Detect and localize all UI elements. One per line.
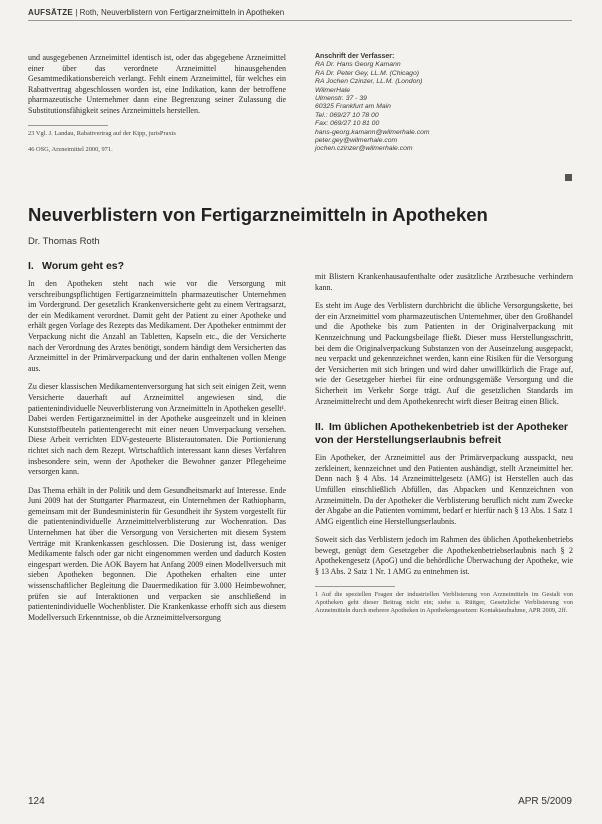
running-head <box>28 8 572 21</box>
section-2-number: II. <box>315 421 324 434</box>
section-1-number: I. <box>28 260 34 272</box>
end-of-article-mark <box>565 174 572 181</box>
section-1-heading <box>28 260 286 273</box>
top-left-block <box>28 53 286 162</box>
right-column <box>315 272 573 623</box>
body-paragraph: In den Apotheken steht nach wie vor die Versorgung mit verschreibungspflichtigen Fertigarzneimitteln pharmazeutischer Unternehmen im Vordergrund. Der gesetzlich Krankenversicherte geht zu einem Vertragsarzt, der ein Medikament verordnet. Damit geht der Patient zu einer Apotheke und erhält gegen Vorlage des Rezepts das Medikament. Der Apotheker entnimmt der Verpackung nicht die Anzahl an Tabletten, Kapseln etc., die der Versicherte nach der Verordnung des Arztes benötigt, sondern händigt dem Versicherten das Arzneimittel in der Primärverpackung und der darin enthaltenen vollen Menge aus. <box>28 279 286 373</box>
author-address <box>315 53 565 154</box>
body-paragraph: mit Blistern Krankenhausaufenthalte oder zusätzliche Arztbesuche verhindern kann. <box>315 272 573 292</box>
page-number: 124 <box>28 796 45 807</box>
top-left-paragraph: und ausgegebenen Arzneimittel identisch ist, oder das abgegebene Arzneimittel einer über das verordnete Arzneimittel hinausgehenden Gesamtmedikationsbereich verlangt. Fehlt einem Arzneimittel, für welches ein Rabattvertrag abgeschlossen worden ist, eine Indikation, kann der betroffene pharmazeutische Unternehmer dann eine Begrenzung seiner Zulassung die Substitutionsfähigkeit seines Arzneimittels herstellen. <box>28 53 286 115</box>
address-line: Ulmenstr. 37 - 39 <box>315 95 367 103</box>
address-line: 60325 Frankfurt am Main <box>315 103 391 111</box>
section-1-title: Worum geht es? <box>42 260 125 272</box>
footnote-24: 46 OSG, Arzneimittel 2000, 971. <box>28 145 113 153</box>
body-paragraph: Soweit sich das Verblistern jedoch im Rahmen des üblichen Apothekenbetriebs bewegt, genügt dem Gesetzgeber die Apothekenbetriebserlaubnis nach § 2 Apothekengesetz (ApoG) und die behördliche Überwachung der Apotheke, wie § 13 Abs. 2 Satz 1 Nr. 1 AMG zu entnehmen ist. <box>315 535 573 577</box>
address-line: RA Dr. Hans Georg Kamann <box>315 61 401 69</box>
journal-issue: APR 5/2009 <box>518 796 572 807</box>
left-column <box>28 260 286 631</box>
footnote-1: 1 Auf die speziellen Fragen der industriellen Verblisterung von Arzneimitteln im Gestalt von Apotheken geht dieser Beitrag nicht ein; siehe u. Rüttger, Gesetzliche Verblisterung von Arzneimitteln durch mehrere Apotheken in Apothekengesetzen: Kontaktaufnahme, APR 2009, 2ff. <box>315 590 573 615</box>
article-author: Dr. Thomas Roth <box>28 236 100 247</box>
address-line: RA Jochen Czinzer, LL.M. (London) <box>315 78 423 86</box>
address-line: Tel.: 069/27 10 78 00 <box>315 111 379 119</box>
body-paragraph: Das Thema erhält in der Politik und dem Gesundheitsmarkt auf Interesse. Ende Juni 2009 hat der Stuttgarter Pharmazeut, ein Unternehmen der Rathiopharm, gemeinsam mit der Bundesministerin für Gesundheit ihr System vorgestellt für die patientenindividuelle Arzneimittelverblisterung zur Wochenration. Das Unternehmen hat über die Versorgung von Versicherten mit diesem System Verträge mit Krankenkassen geschlossen. Die Dosierung ist, dass weniger Medikamente falsch oder gar nicht eingenommen werden und dadurch Kosten eingespart werden. Die AOK Bayern hat Anfang 2009 einen Modellversuch mit sieben Apotheken begonnen. Die Apotheken erhalten eine unter wissenschaftlicher Begleitung die Dauermedikation für 3.000 Heimbewohner, prüfen sie auf Interaktionen und verpacken sie anschließend in patientenindividuelle Wochenblister. Die Krankenkasse erhofft sich aus diesem Modellversuch Erkenntnisse, ob die Arzneimittelversorgung <box>28 485 286 622</box>
address-heading: Anschrift der Verfasser: <box>315 53 395 60</box>
section-2-title: Im üblichen Apothekenbetrieb ist der Apotheker von der Herstellungserlaubnis befreit <box>315 421 569 447</box>
footnote-rule <box>315 586 395 587</box>
footnote-rule <box>28 125 108 126</box>
address-email[interactable]: peter.gey@wilmerhale.com <box>315 137 398 145</box>
address-line: RA Dr. Peter Gey, LL.M. (Chicago) <box>315 69 419 77</box>
section-2-heading <box>315 421 573 447</box>
running-head-section: AUFSÄTZE <box>28 8 74 17</box>
body-paragraph: Ein Apotheker, der Arzneimittel aus der Primärverpackung ausspackt, neu zerkleinert, kennzeichnet und den Patienten aushändigt, stellt Arzneimittel her. Denn nach § 4 Abs. 14 Arzneimittelgesetz (AMG) ist Herstellen auch das Umfüllen einschließlich Abfüllen, das Abpacken und Kennzeichnen von Arzneimitteln. Da der Apotheker die Verblisterung beruflich nicht zum Zwecke der Abgabe an die Patienten vornimmt, bedarf er hierfür nach § 13 Abs. 1 Satz 1 AMG eigentlich eine Herstellungserlaubnis. <box>315 453 573 526</box>
running-head-separator: | <box>75 8 78 17</box>
address-email[interactable]: jochen.czinzer@wilmerhale.com <box>315 145 413 153</box>
article-title: Neuverblistern von Fertigarzneimitteln in Apotheken <box>28 204 488 225</box>
body-paragraph: Zu dieser klassischen Medikamentenversorgung hat sich seit einigen Zeit, wenn Versicherte dauerhaft auf Arzneimittel angewiesen sind, die patientenindividuelle Neuverblisterung von Arzneimitteln in Apotheken gesellt¹. Dabei werden Fertigarzneimittel in der Apotheke ausgeeinzelt und in kleinen Kunststoffbeuteln patientengerecht mit einer neuen Umverpackung versehen. Diese Arbeit verrichten EDV-gesteuerte Blisterautomaten. Die Portionierung richtet sich nach dem Rezept. Wirtschaftlich interessant kann dieses Verfahren insbesondere sein, wenn der Apotheker die Bewohner ganzer Pflegeheime versorgen kann. <box>28 382 286 477</box>
address-line: Fax: 069/27 10 81 00 <box>315 120 380 128</box>
footnote-23: 23 Vgl. J. Landau, Rabattvertrag auf der Kipp, jurisPraxis <box>28 129 176 137</box>
address-line: WilmerHale <box>315 86 351 94</box>
running-head-title: Roth, Neuverblistern von Fertigarzneimitteln in Apotheken <box>79 8 285 17</box>
address-email[interactable]: hans-georg.kamann@wilmerhale.com <box>315 128 430 136</box>
body-paragraph: Es steht im Auge des Verblistern durchbricht die übliche Versorgungskette, bei der ein Arzneimittel vom pharmazeutischen Unternehmer, über den Großhandel und die Apotheke bis zum Patienten in der Originalverpackung mit Kennzeichnung und Packungsbeilage fließt. Dieser muss Herstellungsschritt, bei dem die Originalverpackung Substanzen von der Auseinzelung ausgepackt, neu verpackt und gekennzeichnet werden, kann eine Risiken für die Versorgung der Versicherten mit sich bringen und wird daher unwillkürlich die Frage auf, wie der Gesetzgeber hierbei für eine ordnungsgemäße Versorgung und die Sicherheit im Verkehr Sorge trägt. Auf die gesetzlichen Standards im Arzneimittelrecht und dem Apothekenrecht wirft dieser Beitrag einen Blick. <box>315 301 573 406</box>
